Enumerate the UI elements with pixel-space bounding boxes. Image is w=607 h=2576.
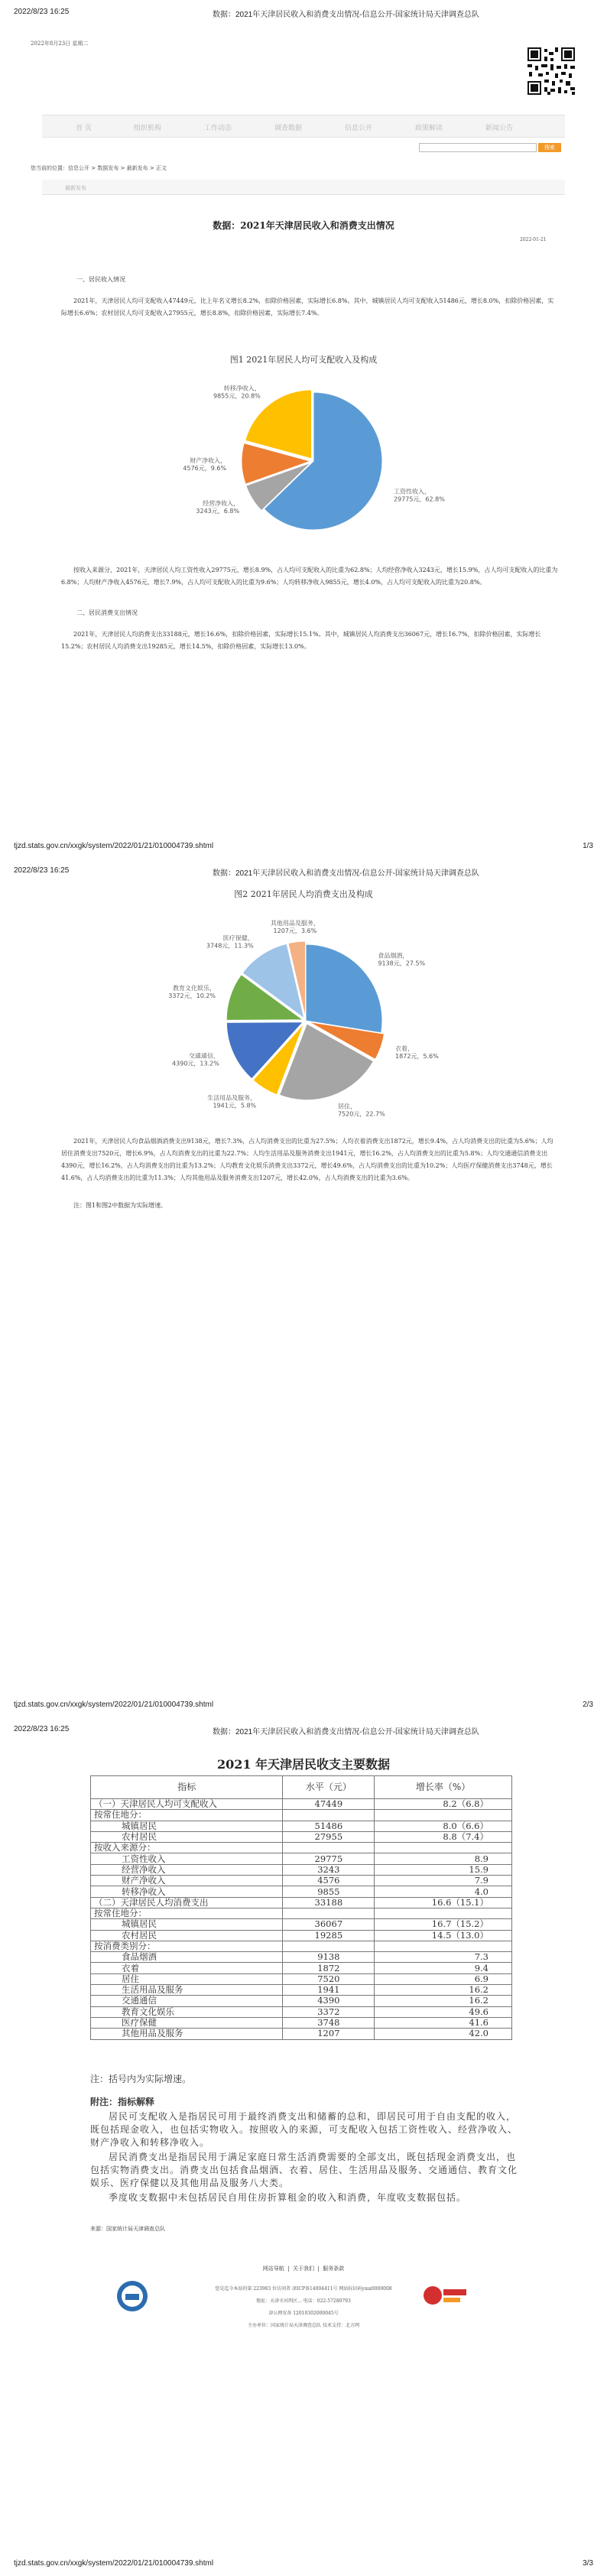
nav-policy[interactable]: 政策解读 [415,125,443,132]
pie-value-label: 1872元，5.6% [395,1052,439,1060]
table-cell-growth: 49.6 [375,2006,512,2017]
footer-link-terms[interactable]: 服务条款 [323,2266,345,2272]
print-header [14,1725,593,1736]
table-header-row [91,1776,512,1799]
paragraph-expense-categories: 2021年，天津居民人均食品烟酒消费支出9138元，增长7.3%，占人均消费支出的比重为27.5%；人均衣着消费支出1872元，增长9.4%，占人均消费支出的比重为5.6%；人均居住消费支出7520元，增长6.9%，占人均消费支出的比重为22.7%；人均生活用品及服务消费支出1941元，增长16.2%，占人均消费支出的比重为5.8%；人均交通通信消费支出4390元，增长16.2%，占人均消费支出的比重为13.2%；人均教育文化娱乐消费支出3372元，增长49.6%，占人均消费支出的比重为10.2%；人均医疗保健消费支出3748元，增长41.6%，占人均消费支出的比重为11.3%；人均其他用品及服务消费支出1207元，增长42.0%，占人均消费支出的比重为3.6%。 [61,1138,553,1181]
table-cell-level: 3372 [283,2006,375,2017]
summary-table [90,1775,512,2040]
chart1-title: 图1 2021年居民人均可支配收入及构成 [229,355,378,365]
table-note: 注：括号内为实际增速。 [90,2074,192,2084]
table-cell-indicator: 衣着 [91,1963,283,1973]
print-url: tjzd.stats.gov.cn/xxgk/system/2022/01/21/010004739.shtml [14,1701,214,1709]
table-cell-indicator: 经营净收入 [91,1864,283,1875]
print-page-number: 1/3 [583,842,593,850]
pie-label: 教育文化娱乐， [173,984,216,992]
table-cell-indicator: 工资性收入 [91,1853,283,1864]
print-header [14,866,593,877]
table-cell-growth: 16.2 [375,1985,512,1996]
pie-label: 转移净收入， [223,385,261,392]
nav-home[interactable]: 首 页 [76,125,92,132]
table-row [91,1952,512,1963]
print-date: 2022/8/23 16:25 [14,8,70,16]
table-row [91,1897,512,1908]
print-page-2 [0,859,607,1717]
pie-value-label: 3243元，6.8% [196,508,240,515]
table-row [91,1996,512,2006]
source-text: 来源：国家统计局天津调查总队 [90,2226,165,2232]
table-row [91,1821,512,1831]
table-cell-indicator: 按常住地分： [91,1810,283,1821]
table-cell-level: 9138 [283,1952,375,1963]
subnav-latest[interactable]: 最新发布 [42,180,565,195]
table-cell-level [283,1908,375,1918]
chart2-title: 图2 2021年居民人均消费支出及构成 [234,889,373,899]
expense-pie-chart [138,898,474,1128]
table-row [91,2006,512,2017]
paragraph-income: 2021年，天津居民人均可支配收入47449元，比上年名义增长8.2%，扣除价格因素，实际增长6.8%。其中，城镇居民人均可支配收入51486元，增长8.0%，扣除价格因素，实际增长6.6%；农村居民人均可支配收入27955元，增长8.8%，扣除价格因素，实际增长7.4%。 [61,297,554,317]
table-cell-level: 51486 [283,1821,375,1831]
appendix-quarterly-note: 季度收支数据中未包括居民自用住房折算租金的收入和消费，年度收支数据包括。 [109,2192,467,2203]
nav-organization[interactable]: 组织机构 [134,125,162,132]
gov-emblem-icon [115,2279,150,2314]
table-cell-growth: 41.6 [375,2017,512,2028]
table-cell-indicator: 按常住地分： [91,1908,283,1918]
pie-label: 生活用品及服务， [207,1094,257,1102]
table-cell-growth [375,1941,512,1951]
pie-value-label: 29775元，62.8% [393,495,445,503]
table-row [91,1831,512,1842]
paragraph-chart-note: 注：图1和图2中数据为实际增速。 [73,1202,167,1209]
table-cell-indicator: 交通通信 [91,1996,283,2006]
table-cell-level: 33188 [283,1897,375,1908]
pie-value-label: 3372元，10.2% [168,992,216,999]
article-title: 数据：2021年天津居民收入和消费支出情况 [213,220,394,231]
main-nav [42,115,565,138]
pie-label: 其他用品及服务， [270,919,320,927]
table-row [91,1853,512,1864]
pie-slice [306,944,382,1033]
breadcrumb: 您当前的位置：信息公开 > 数据发布 > 最新发布 > 正文 [31,165,167,171]
table-cell-growth: 16.7（15.2） [375,1919,512,1930]
print-date: 2022/8/23 16:25 [14,866,70,875]
col-header-indicator: 指标 [91,1776,283,1799]
print-url: tjzd.stats.gov.cn/xxgk/system/2022/01/21/010004739.shtml [14,2559,214,2568]
pie-value-label: 4576元，9.6% [183,465,227,473]
appendix-income-def: 居民可支配收入是指居民可用于最终消费支出和储蓄的总和，即居民可用于自由支配的收入，既包括现金收入，也包括实物收入。按照收入的来源，可支配收入包括工资性收入、经营净收入、财产净收入和转移净收入。 [90,2111,518,2148]
table-cell-level: 29775 [283,1853,375,1864]
pie-label: 财产净收入， [190,457,227,465]
table-cell-level: 4390 [283,1996,375,2006]
table-cell-growth: 14.5（13.0） [375,1930,512,1941]
table-cell-level: 4576 [283,1876,375,1886]
table-cell-growth: 15.9 [375,1864,512,1875]
pie-value-label: 3748元，11.3% [206,942,254,950]
table-cell-level [283,1810,375,1821]
nav-info-disclosure[interactable]: 信息公开 [345,125,373,132]
table-row [91,1941,512,1951]
table-cell-level: 3243 [283,1864,375,1875]
table-cell-indicator: 居住 [91,1973,283,1984]
table-cell-indicator: （一）天津居民人均可支配收入 [91,1799,283,1810]
table-cell-growth [375,1810,512,1821]
table-row [91,1985,512,1996]
article-date: 2022-01-21 [520,237,547,242]
footer-line-3: 津公网安备 12010302000045号 [268,2311,339,2316]
table-cell-growth: 8.0（6.6） [375,1821,512,1831]
print-page-number: 2/3 [583,1701,593,1709]
pie-label: 居住， [337,1103,356,1110]
pie-value-label: 1207元，3.6% [273,927,317,934]
table-cell-level: 3748 [283,2017,375,2028]
table-cell-indicator: 医疗保健 [91,2017,283,2028]
pie-label: 经营净收入， [203,500,240,508]
section-expense-heading: 二、居民消费支出情况 [76,609,138,616]
income-pie-chart [153,365,474,557]
table-row [91,1876,512,1886]
table-cell-indicator: 按收入来源分： [91,1843,283,1853]
site-date: 2022年8月23日 星期二 [31,41,89,47]
table-cell-level: 9855 [283,1886,375,1897]
table-row [91,2029,512,2039]
table-cell-growth: 8.2（6.8） [375,1799,512,1810]
col-header-level: 水平（元） [283,1776,375,1799]
print-page-number: 3/3 [583,2559,593,2568]
print-date: 2022/8/23 16:25 [14,1725,70,1733]
print-title: 数据：2021年天津居民收入和消费支出情况-信息公开-国家统计局天津调查总队 [213,1728,479,1736]
table-cell-indicator: 生活用品及服务 [91,1985,283,1996]
table-cell-growth: 8.8（7.4） [375,1831,512,1842]
table-row [91,1810,512,1821]
table-row [91,1908,512,1918]
pie-value-label: 4390元，13.2% [172,1060,219,1067]
nav-work-news[interactable]: 工作动态 [204,125,232,132]
table-row [91,1843,512,1853]
print-header [14,8,593,18]
table-cell-growth: 6.9 [375,1973,512,1984]
table-row [91,1919,512,1930]
table-cell-growth [375,1908,512,1918]
table-cell-level: 1207 [283,2029,375,2039]
table-cell-growth: 8.9 [375,1853,512,1864]
print-footer [14,2559,593,2570]
table-title: 2021 年天津居民收支主要数据 [216,1757,391,1772]
table-cell-level: 36067 [283,1919,375,1930]
paragraph-income-source: 按收入来源分，2021年，天津居民人均工资性收入29775元，增长8.9%，占人均可支配收入的比重为62.8%；人均经营净收入3243元，增长15.9%，占人均可支配收入的比重为6.8%；人均财产净收入4576元，增长7.9%，占人均可支配收入的比重为9.6%；人均转移净收入9855元，增长4.0%，占人均可支配收入的比重为20.8%。 [61,567,558,586]
table-cell-growth: 7.9 [375,1876,512,1886]
table-cell-growth: 42.0 [375,2029,512,2039]
print-footer [14,842,593,853]
table-row [91,1799,512,1810]
table-cell-indicator: 城镇居民 [91,1821,283,1831]
table-cell-level: 7520 [283,1973,375,1984]
table-cell-indicator: 食品烟酒 [91,1952,283,1963]
table-cell-growth: 4.0 [375,1886,512,1897]
table-cell-level [283,1941,375,1951]
footer-line-2: 地址：天津市河西区... 电话：022-57280793 [256,2298,351,2304]
table-cell-indicator: （二）天津居民人均消费支出 [91,1897,283,1908]
table-cell-indicator: 教育文化娱乐 [91,2006,283,2017]
table-cell-growth [375,1843,512,1853]
footer-line-4: 主办单位：国家统计局天津调查总队 技术支持：北方网 [248,2323,359,2328]
table-cell-level: 47449 [283,1799,375,1810]
print-title: 数据：2021年天津居民收入和消费支出情况-信息公开-国家统计局天津调查总队 [213,869,479,878]
qr-code-icon [526,46,576,96]
appendix-expense-def: 居民消费支出是指居民用于满足家庭日常生活消费需要的全部支出，既包括现金消费支出，也包括实物消费支出。消费支出包括食品烟酒、衣着、居住、生活用品及服务、交通通信、教育文化娱乐、医疗保健以及其他用品及服务八大类。 [90,2152,518,2188]
pie-label: 工资性收入， [393,488,430,495]
nav-survey-data[interactable]: 调查数据 [274,125,303,132]
print-title: 数据：2021年天津居民收入和消费支出情况-信息公开-国家统计局天津调查总队 [213,11,479,19]
nav-announcements[interactable]: 新闻公告 [485,125,514,132]
table-cell-indicator: 按消费类别分： [91,1941,283,1951]
section-income-heading: 一、居民收入情况 [76,276,125,283]
pie-label: 交通通信， [188,1052,219,1060]
table-cell-indicator: 转移净收入 [91,1886,283,1897]
table-cell-growth: 16.2 [375,1996,512,2006]
table-cell-indicator: 农村居民 [91,1831,283,1842]
table-cell-indicator: 城镇居民 [91,1919,283,1930]
footer-link-sitemap[interactable]: 网站导航 [262,2266,284,2272]
table-cell-level: 19285 [283,1930,375,1941]
table-cell-growth: 7.3 [375,1952,512,1963]
pie-value-label: 9855元，20.8% [213,392,261,400]
appendix-heading: 附注：指标解释 [90,2097,155,2107]
table-cell-level [283,1843,375,1853]
table-row [91,1930,512,1941]
table-row [91,1973,512,1984]
table-cell-level: 27955 [283,1831,375,1842]
table-cell-growth: 16.6（15.1） [375,1897,512,1908]
table-cell-level: 1941 [283,1985,375,1996]
footer-link-about[interactable]: 关于我们 [293,2266,314,2272]
paragraph-expense: 2021年，天津居民人均消费支出33188元，增长16.6%，扣除价格因素，实际增长15.1%。其中，城镇居民人均消费支出36067元，增长16.7%，扣除价格因素，实际增长15.2%；农村居民人均消费支出19285元，增长14.5%，扣除价格因素，实际增长13.0%。 [61,631,541,650]
table-cell-level: 1872 [283,1963,375,1973]
print-page-1 [0,0,607,859]
print-footer [14,1701,593,1711]
col-header-growth: 增长率（%） [375,1776,512,1799]
table-row [91,1864,512,1875]
footer-line-1: 您是迄今本站的第 223983 位访问者 津ICP备14004411号 网站标识码ymx0000008 [215,2286,392,2292]
table-row [91,1886,512,1897]
pie-label: 医疗保健， [222,934,254,942]
pie-value-label: 7520元，22.7% [337,1110,385,1118]
pie-label: 衣着， [395,1044,414,1052]
search-input[interactable] [419,143,537,152]
table-row [91,2017,512,2028]
pie-label: 食品烟酒， [378,952,409,960]
footer-links: 网站导航 | 关于我们 | 服务条款 [262,2266,345,2272]
table-row [91,1963,512,1973]
table-cell-indicator: 财产净收入 [91,1876,283,1886]
search-button[interactable]: 搜索 [538,143,561,152]
pie-value-label: 9138元，27.5% [378,960,426,967]
print-url: tjzd.stats.gov.cn/xxgk/system/2022/01/21/010004739.shtml [14,842,214,850]
gov-website-badge-icon [422,2282,468,2309]
table-cell-growth: 9.4 [375,1963,512,1973]
pie-value-label: 1941元，5.8% [213,1102,257,1109]
table-cell-indicator: 其他用品及服务 [91,2029,283,2039]
table-cell-indicator: 农村居民 [91,1930,283,1941]
